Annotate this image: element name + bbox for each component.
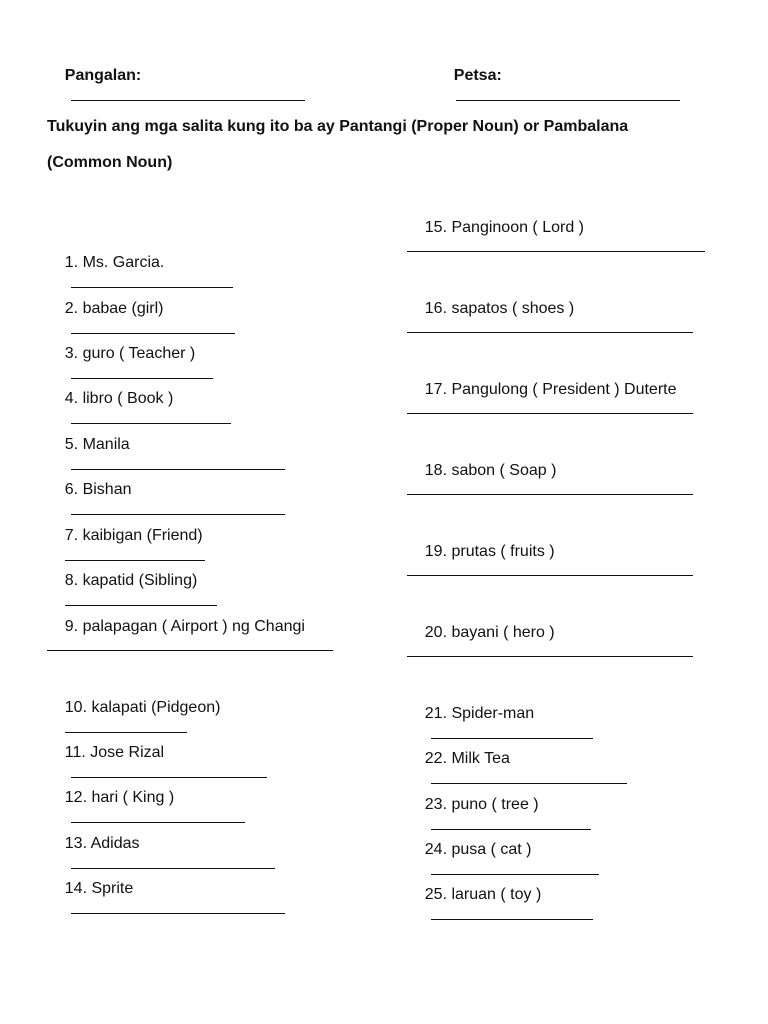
item-label: 9. palapagan ( Airport ) ng Changi (64, 618, 305, 635)
name-blank[interactable] (71, 86, 305, 101)
list-item (407, 603, 555, 663)
instructions-line-2: (Common Noun) (47, 154, 173, 171)
name-field-row (47, 46, 305, 127)
item-label: 20. bayani ( hero ) (424, 624, 555, 641)
item-label: 23. puno ( tree ) (424, 796, 539, 813)
item-label: 8. kapatid (Sibling) (64, 572, 198, 589)
item-label: 17. Pangulong ( President ) Duterte (424, 381, 677, 398)
name-label: Pangalan: (64, 67, 142, 84)
list-item (407, 865, 593, 946)
item-label: 4. libro ( Book ) (64, 390, 174, 407)
item-label: 15. Panginoon ( Lord ) (424, 219, 584, 236)
item-label: 16. sapatos ( shoes ) (424, 300, 575, 317)
item-label: 1. Ms. Garcia. (64, 254, 165, 271)
item-label: 14. Sprite (64, 880, 134, 897)
answer-blank-15[interactable] (407, 251, 705, 252)
answer-blank-17[interactable] (407, 413, 693, 414)
answer-blank-16[interactable] (407, 332, 693, 333)
list-item (407, 441, 556, 501)
item-label: 2. babae (girl) (64, 300, 164, 317)
item-label: 19. prutas ( fruits ) (424, 543, 555, 560)
item-label: 5. Manila (64, 436, 130, 453)
date-blank[interactable] (456, 86, 680, 101)
list-item (407, 360, 676, 420)
answer-blank-19[interactable] (407, 575, 693, 576)
item-label: 18. sabon ( Soap ) (424, 462, 557, 479)
date-label: Petsa: (453, 67, 502, 84)
item-label: 11. Jose Rizal (64, 744, 165, 761)
list-item (47, 859, 285, 940)
item-label: 24. pusa ( cat ) (424, 841, 532, 858)
item-label: 10. kalapati (Pidgeon) (64, 699, 221, 716)
item-label: 22. Milk Tea (424, 750, 510, 767)
item-label: 3. guro ( Teacher ) (64, 345, 196, 362)
item-label: 21. Spider-man (424, 705, 535, 722)
item-label: 13. Adidas (64, 835, 140, 852)
list-item (407, 198, 584, 258)
answer-blank[interactable] (431, 905, 593, 920)
list-item (407, 522, 555, 582)
list-item (47, 597, 305, 657)
item-label: 25. laruan ( toy ) (424, 886, 542, 903)
item-label: 6. Bishan (64, 481, 132, 498)
answer-blank-18[interactable] (407, 494, 693, 495)
date-field-row (436, 46, 680, 127)
item-label: 7. kaibigan (Friend) (64, 527, 203, 544)
answer-blank[interactable] (71, 899, 285, 914)
item-label: 12. hari ( King ) (64, 789, 175, 806)
answer-blank-20[interactable] (407, 656, 693, 657)
instructions-line-1: Tukuyin ang mga salita kung ito ba ay Pantangi (Proper Noun) or Pambalana (47, 118, 629, 135)
answer-blank-9[interactable] (47, 650, 333, 651)
list-item (407, 279, 574, 339)
